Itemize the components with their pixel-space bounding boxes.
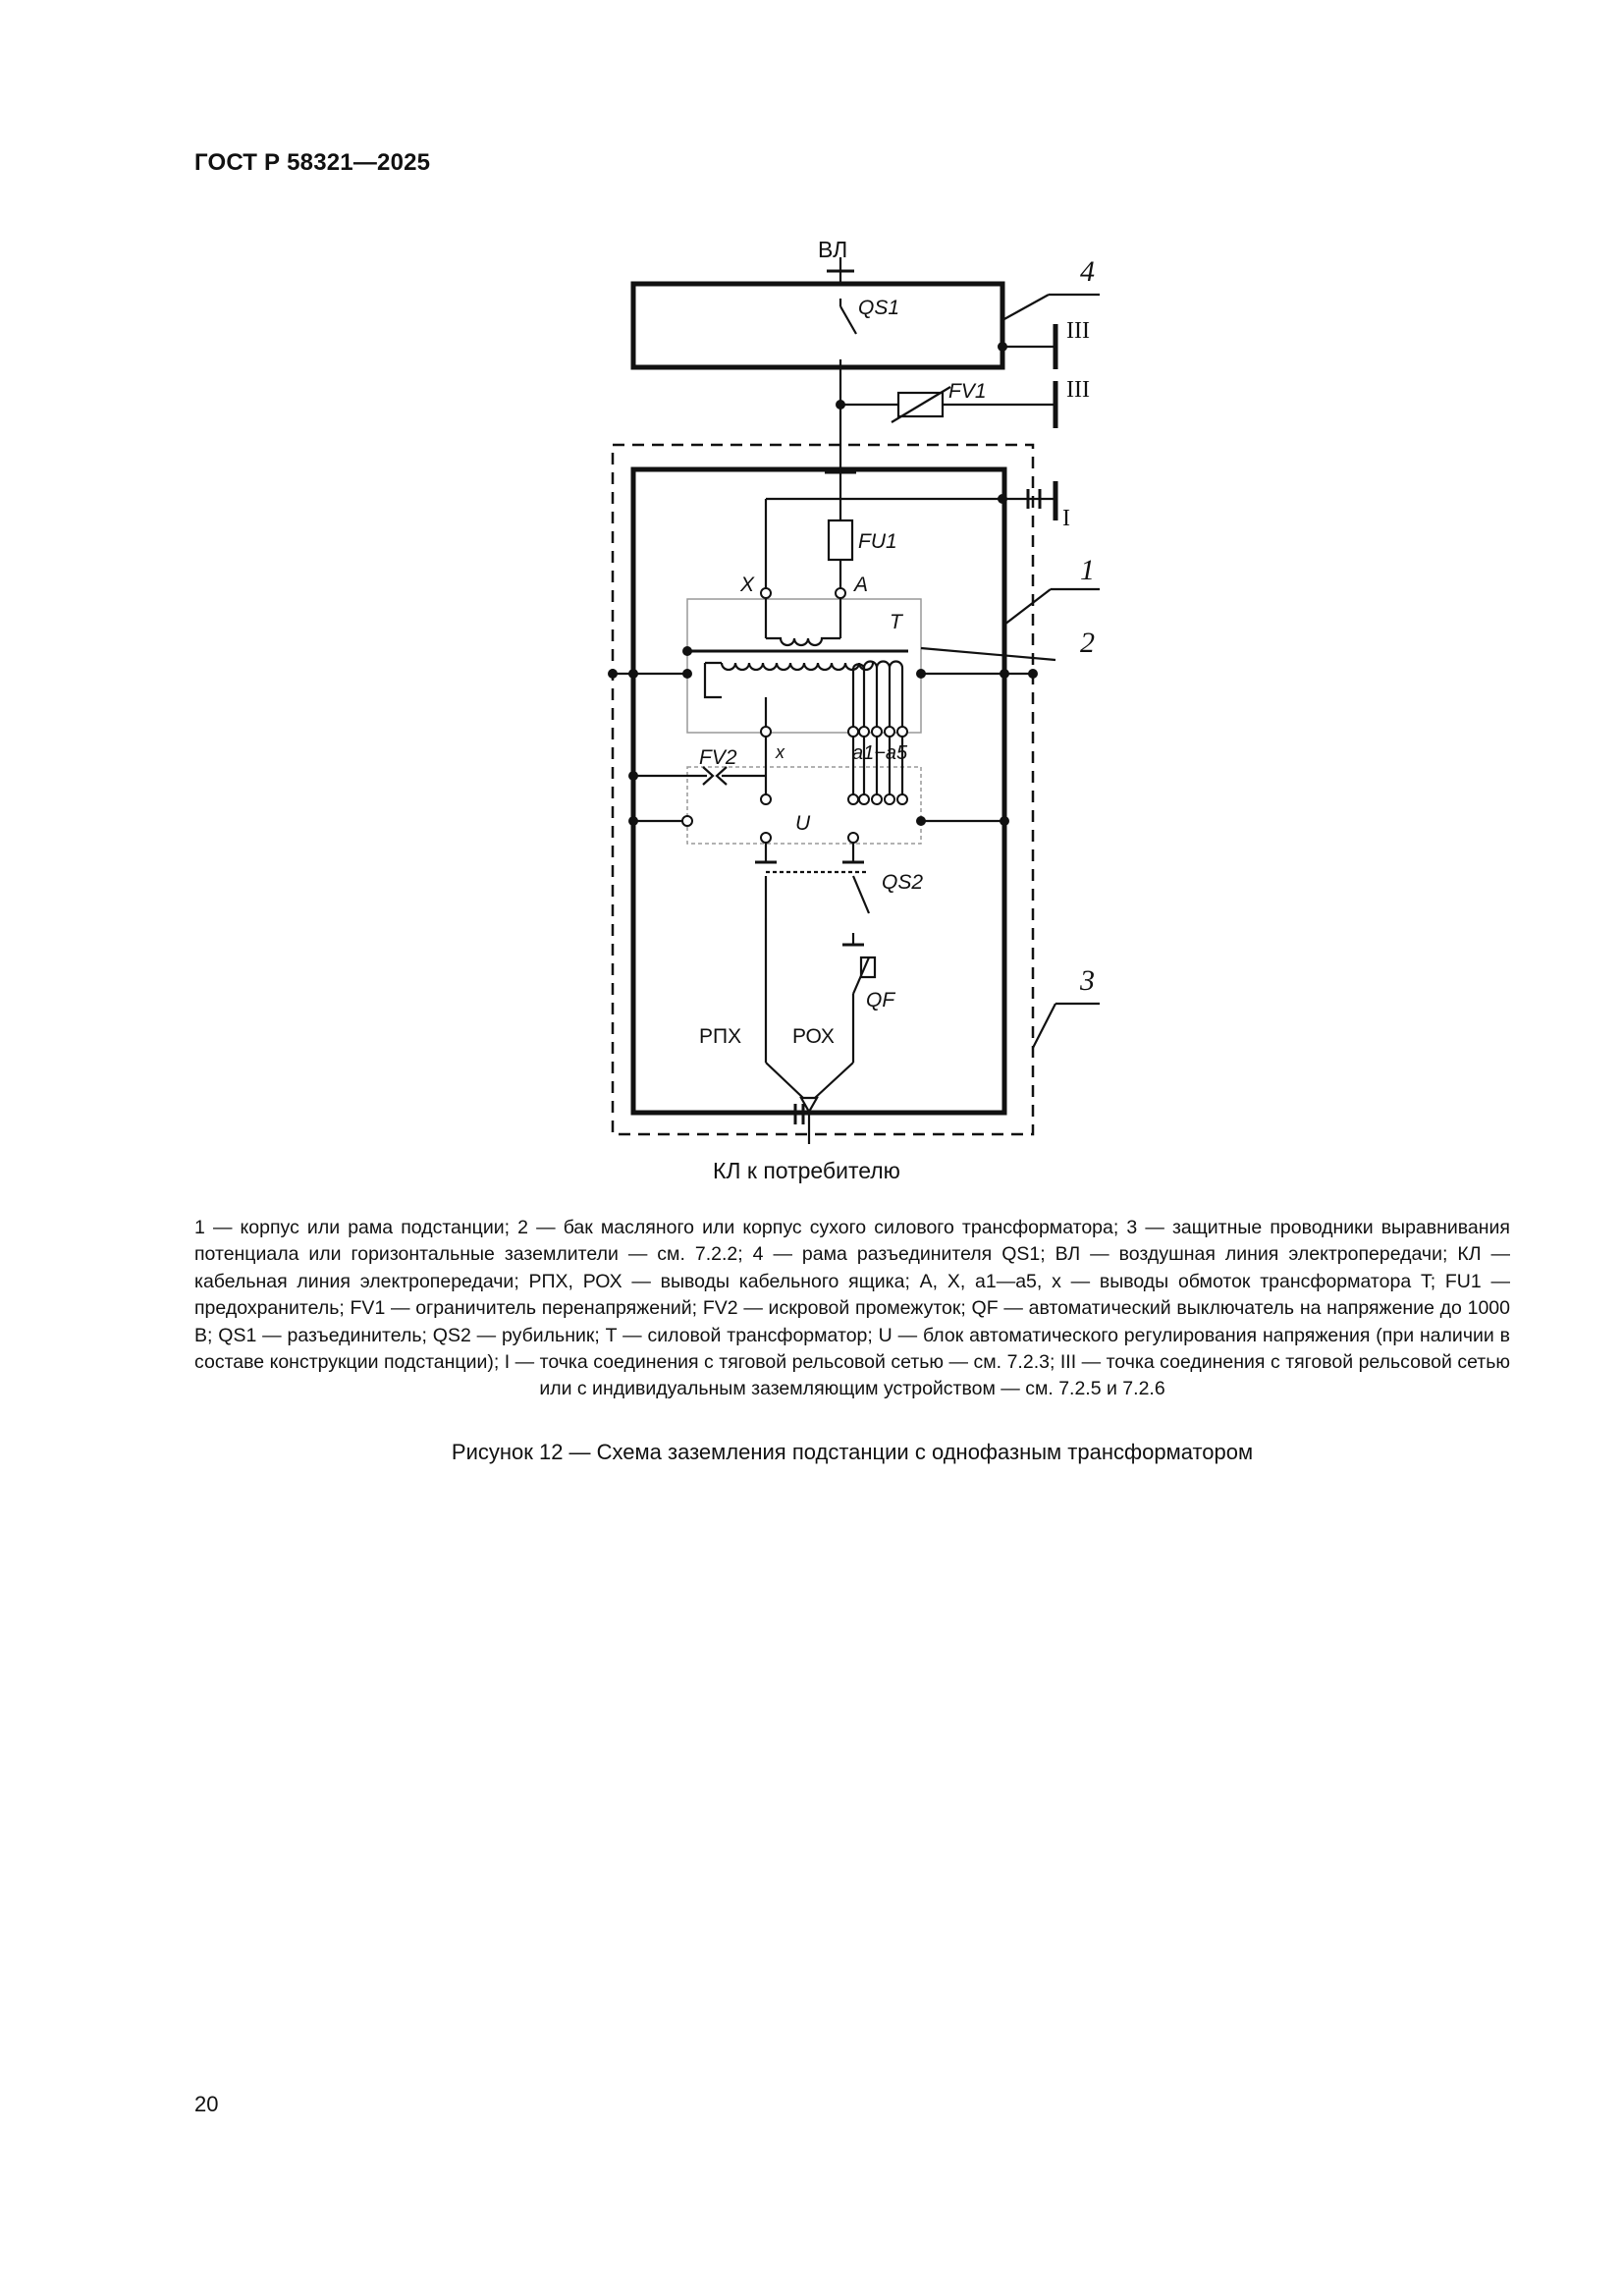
label-fu1: FU1 [858, 530, 897, 553]
figure-caption: Рисунок 12 — Схема заземления подстанции с однофазным трансформатором [451, 1440, 1254, 1464]
label-rpx: РПХ [699, 1025, 742, 1048]
label-rox: РОХ [792, 1025, 835, 1048]
callout-2: 2 [1080, 627, 1095, 659]
label-vl: ВЛ [818, 237, 848, 262]
roman-i: I [1062, 506, 1070, 531]
callout-1: 1 [1080, 554, 1095, 586]
label-x-lower: x [776, 742, 784, 762]
label-x-upper: X [740, 574, 755, 596]
roman-iii-b: III [1066, 377, 1090, 403]
label-t: T [890, 611, 902, 633]
callout-4: 4 [1080, 255, 1095, 288]
substation-frame [633, 469, 1004, 1113]
label-fv1: FV1 [948, 380, 987, 403]
page-number: 20 [194, 2092, 219, 2116]
label-u: U [795, 812, 811, 835]
label-kl: КЛ к потребителю [713, 1158, 900, 1183]
label-a1a5: a1−a5 [852, 742, 908, 764]
figure-legend: 1 — корпус или рама подстанции; 2 — бак масляного или корпус сухого силового трансформатора; 3 — защитные проводники выравнивания потенциала или горизонтальные заземлители — см. 7.2.2; 4 — рама разъединителя QS1; ВЛ — воздушная линия электропередачи; КЛ — кабельная линия электропередачи; РПХ, РОХ — выводы кабельного ящика; A, X, a1—a5, x — выводы обмоток трансформатора T; FU1 — предохранитель; FV1 — ограничитель перенапряжений; FV2 — искровой промежуток; QF — автоматический выключатель на напряжение до 1000 В; QS1 — разъединитель; QS2 — рубильник; T — силовой трансформатор; U — блок автоматического регулирования напряжения (при наличии в составе конструкции подстанции); I — точка соединения с тяговой рельсовой сетью — см. 7.2.3; III — точка соединения с тяговой рельсовой сетью или с индивидуальным заземляющим устройством — см. 7.2.5 и 7.2.6 [194, 1217, 1510, 1400]
label-a-upper: A [854, 574, 869, 596]
label-qs2: QS2 [882, 871, 924, 894]
label-qf: QF [866, 989, 895, 1011]
document-header: ГОСТ Р 58321—2025 [194, 149, 431, 176]
label-qs1: QS1 [858, 297, 900, 319]
callout-3: 3 [1080, 964, 1095, 997]
disconnector-frame [633, 284, 1002, 367]
roman-iii-a: III [1066, 318, 1090, 344]
label-fv2: FV2 [699, 746, 737, 769]
